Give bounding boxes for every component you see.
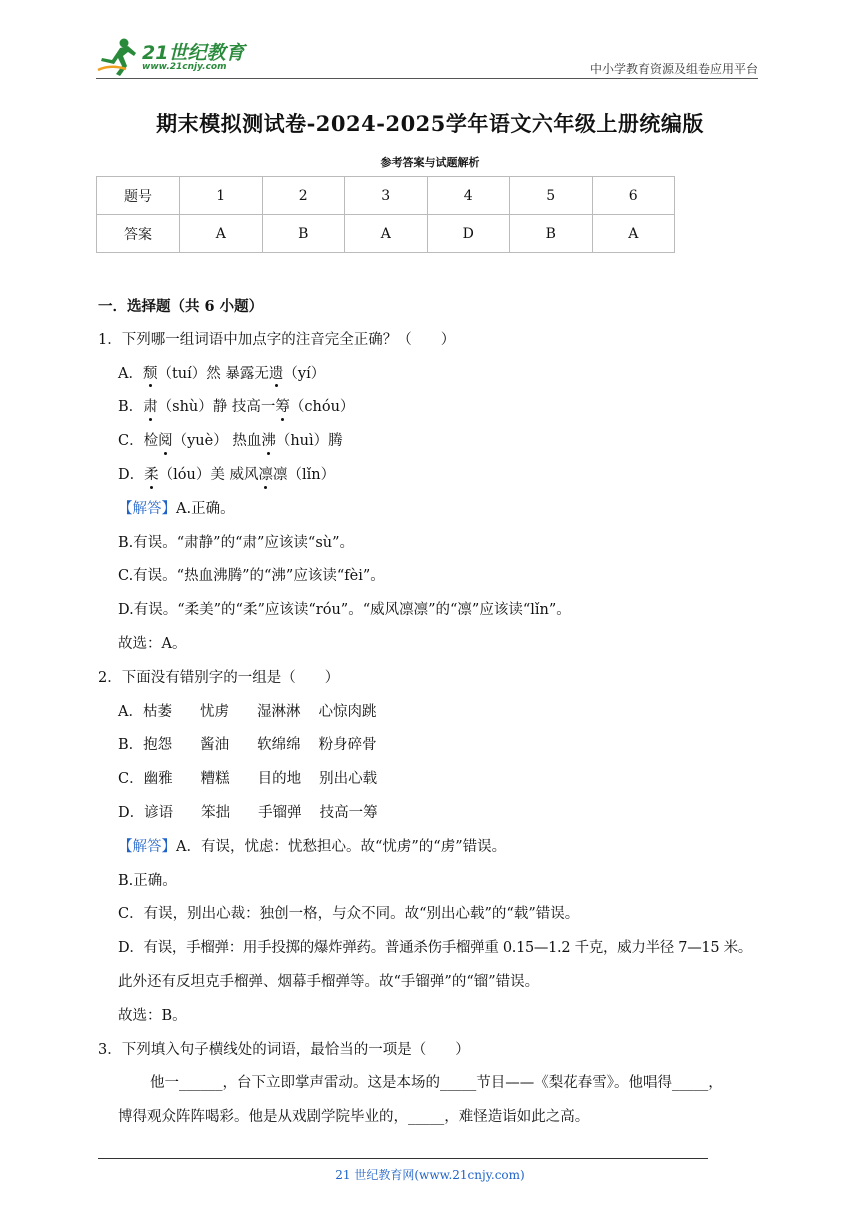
table-row: [97, 215, 675, 253]
option-text: A．: [118, 365, 143, 382]
option-text: （lóu）美 威风: [158, 466, 259, 483]
table-cell: A: [180, 215, 263, 253]
q2-solution-b: B.正确。: [118, 872, 177, 889]
option-text: B．: [118, 399, 144, 416]
q2-option-b: [98, 729, 760, 763]
table-cell: B: [262, 215, 345, 253]
q1-solution-c: C.有误。“热血沸腾”的“沸”应该读“fèi”。: [118, 568, 385, 585]
q3-passage-line-2: 博得观众阵阵喝彩。他是从戏剧学院毕业的，_____，难怪造诣如此之高。: [118, 1109, 590, 1126]
option-text: 忧虏: [199, 703, 229, 720]
option-text: A．枯萎: [118, 703, 172, 720]
table-row: [97, 177, 675, 215]
q1-solution-b: B.有误。“肃静”的“肃”应该读“sù”。: [118, 534, 355, 551]
option-text: 酱油: [200, 737, 230, 754]
logo-text: 21世纪教育: [142, 42, 245, 64]
dotted-char: 颓: [143, 358, 158, 392]
table-cell: 答案: [97, 215, 180, 253]
question-1-stem: 1．下列哪一组词语中加点字的注音完全正确？（ ）: [98, 331, 456, 348]
option-text: 粉身碎骨: [318, 737, 377, 754]
dotted-char: 凛: [258, 459, 273, 493]
dotted-char: 遗: [269, 358, 284, 392]
q3-passage-line-1: 他一______，台下立即掌声雷动。这是本场的_____节目——《梨花春雪》。他唱得_____，: [150, 1075, 723, 1092]
dotted-char: 肃: [143, 391, 158, 425]
option-text: D．: [118, 466, 145, 483]
q1-solution-d: D.有误。“柔美”的“柔”应该读“róu”。“威风凛凛”的“凛”应该读“lǐn”。: [118, 602, 571, 619]
table-cell: 2: [262, 177, 345, 215]
solution-label: 【解答】: [118, 500, 176, 517]
dotted-char: 阅: [158, 425, 173, 459]
q2-solution: [98, 831, 760, 865]
table-cell: 3: [345, 177, 428, 215]
q2-option-c: [98, 763, 760, 797]
q2-solution-d2: 此外还有反坦克手榴弹、烟幕手榴弹等。故“手镏弹”的“镏”错误。: [118, 973, 540, 990]
option-text: （yí）: [283, 365, 326, 382]
option-text: 技高一筹: [319, 804, 378, 821]
header-tagline: 中小学教育资源及组卷应用平台: [589, 62, 758, 76]
table-cell: 5: [510, 177, 593, 215]
q1-option-c: [98, 425, 760, 459]
question-2-stem: 2．下面没有错别字的一组是（ ）: [98, 669, 340, 686]
table-cell: 4: [427, 177, 510, 215]
q2-option-a: [98, 696, 760, 730]
option-text: 凛（lǐn）: [272, 466, 336, 483]
option-text: 湿淋淋: [256, 703, 301, 720]
table-cell: 1: [180, 177, 263, 215]
option-text: 手镏弹: [258, 804, 302, 821]
q2-option-d: [98, 797, 760, 831]
footer-divider: [98, 1158, 708, 1159]
q1-solution: [98, 493, 760, 527]
q1-option-a: [98, 358, 760, 392]
option-text: 软绵绵: [257, 737, 301, 754]
option-text: （shù）静 技高一: [157, 399, 276, 416]
solution-text: A.正确。: [176, 500, 235, 517]
option-text: 别出心载: [319, 771, 378, 788]
option-text: C．检: [118, 433, 159, 450]
runner-icon: [96, 36, 140, 78]
question-3-stem: 3．下列填入句子横线处的词语，最恰当的一项是（ ）: [98, 1041, 470, 1058]
option-text: B．抱怨: [118, 737, 173, 754]
option-text: 目的地: [257, 771, 302, 788]
option-text: （tuí）然 暴露无: [157, 365, 269, 382]
table-cell: A: [345, 215, 428, 253]
site-logo[interactable]: [96, 36, 266, 78]
solution-text: A．有误，忧虑：忧愁担心。故“忧虏”的“虏”错误。: [176, 838, 507, 855]
option-text: 笨拙: [201, 804, 231, 821]
option-text: （chóu）: [289, 399, 355, 416]
q1-answer: 故选：A。: [118, 635, 187, 652]
page-header: [96, 36, 758, 80]
document-subtitle: 参考答案与试题解析: [380, 156, 480, 169]
footer-link[interactable]: 21 世纪教育网(www.21cnjy.com): [335, 1168, 525, 1182]
question-body: [98, 290, 760, 1135]
table-cell: B: [510, 215, 593, 253]
option-text: D．谚语: [118, 804, 174, 821]
table-cell: 题号: [97, 177, 180, 215]
table-cell: A: [592, 215, 675, 253]
option-text: 糟糕: [200, 771, 230, 788]
section-title: 一．选择题（共 6 小题）: [98, 298, 264, 315]
solution-label: 【解答】: [118, 838, 176, 855]
table-cell: 6: [592, 177, 675, 215]
option-text: （yuè） 热血: [172, 433, 262, 450]
dotted-char: 柔: [144, 459, 159, 493]
option-text: 心惊肉跳: [318, 703, 377, 720]
q2-solution-c: C．有误，别出心裁：独创一格，与众不同。故“别出心载”的“载”错误。: [118, 906, 580, 923]
q1-option-b: [98, 391, 760, 425]
option-text: （huì）腾: [275, 433, 343, 450]
q2-solution-d1: D．有误，手榴弹：用手投掷的爆炸弹药。普通杀伤手榴弹重 0.15—1.2 千克，威力半径 7—15 米。: [118, 940, 752, 957]
dotted-char: 沸: [261, 425, 276, 459]
table-cell: D: [427, 215, 510, 253]
header-divider: [96, 78, 758, 79]
logo-url: www.21cnjy.com: [142, 62, 227, 72]
document-title: 期末模拟测试卷-2024-2025学年语文六年级上册统编版: [156, 111, 704, 136]
dotted-char: 筹: [275, 391, 290, 425]
option-text: C．幽雅: [118, 771, 173, 788]
answer-table: [96, 176, 675, 253]
q1-option-d: [98, 459, 760, 493]
q2-answer: 故选：B。: [118, 1007, 187, 1024]
